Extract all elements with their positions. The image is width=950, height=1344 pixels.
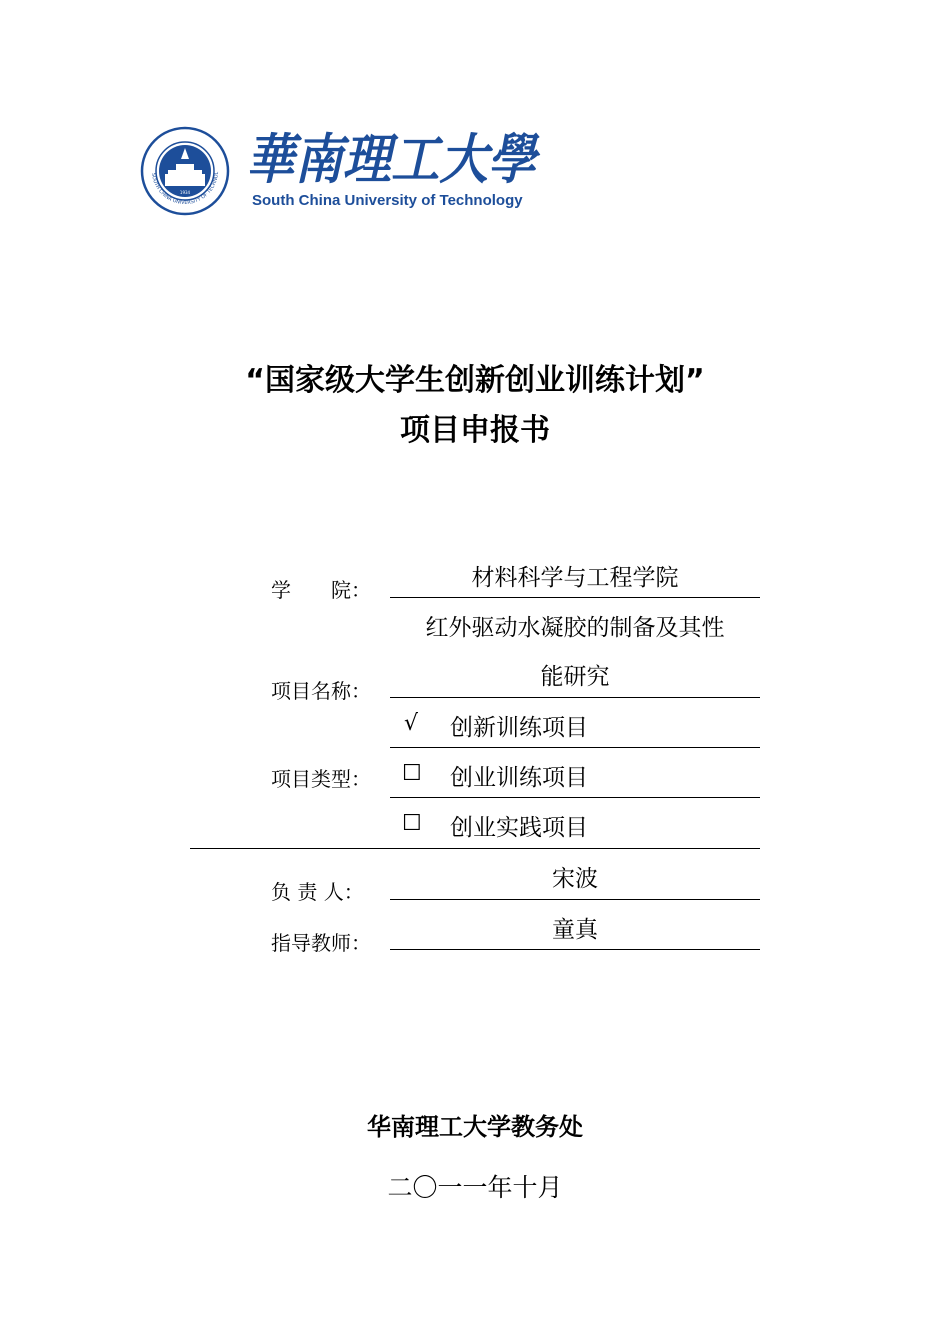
issuing-office: 华南理工大学教务处: [367, 1113, 583, 1141]
project-name-underline: [390, 697, 760, 698]
issue-date: 二〇一一年十月: [387, 1173, 563, 1202]
university-name-english: South China University of Technology: [252, 192, 523, 209]
advisor-value: 童真: [552, 917, 598, 943]
document-subtitle: 项目申报书: [400, 413, 550, 448]
checkbox-empty-icon[interactable]: ☐: [402, 761, 422, 786]
university-seal-logo: [140, 126, 230, 216]
leader-underline: [390, 899, 760, 900]
svg-text:1934: 1934: [179, 190, 191, 195]
svg-text:SOUTH CHINA UNIVERSITY OF TECH: SOUTH CHINA UNIVERSITY OF TECHNOL: [150, 171, 221, 207]
project-type-underline-2: [390, 797, 760, 798]
svg-text:華南理工大學: 華南理工大學: [246, 127, 541, 191]
project-type-option-innovation: 创新训练项目: [450, 715, 588, 741]
advisor-label: 指导教师：: [271, 931, 371, 955]
leader-label: 负 责 人：: [271, 880, 364, 904]
document-title: “国家级大学生创新创业训练计划”: [245, 363, 705, 398]
project-name-value-line2: 能研究: [540, 664, 610, 690]
university-name-calligraphy: [246, 118, 541, 194]
project-type-option-entrepreneurship-practice: 创业实践项目: [450, 815, 588, 841]
advisor-underline: [390, 949, 760, 950]
checkbox-empty-icon[interactable]: ☐: [402, 811, 422, 836]
project-type-label: 项目类型：: [271, 767, 371, 791]
project-type-underline-1: [390, 747, 760, 748]
project-name-label: 项目名称：: [271, 679, 371, 703]
college-value: 材料科学与工程学院: [471, 565, 679, 591]
project-name-value-line1: 红外驱动水凝胶的制备及其性: [425, 615, 725, 641]
section-divider: [190, 848, 760, 849]
college-label: 学 院：: [271, 578, 371, 602]
college-underline: [390, 597, 760, 598]
leader-value: 宋波: [552, 866, 598, 892]
project-type-option-entrepreneurship-training: 创业训练项目: [450, 765, 588, 791]
checkmark-icon[interactable]: √: [404, 711, 419, 736]
